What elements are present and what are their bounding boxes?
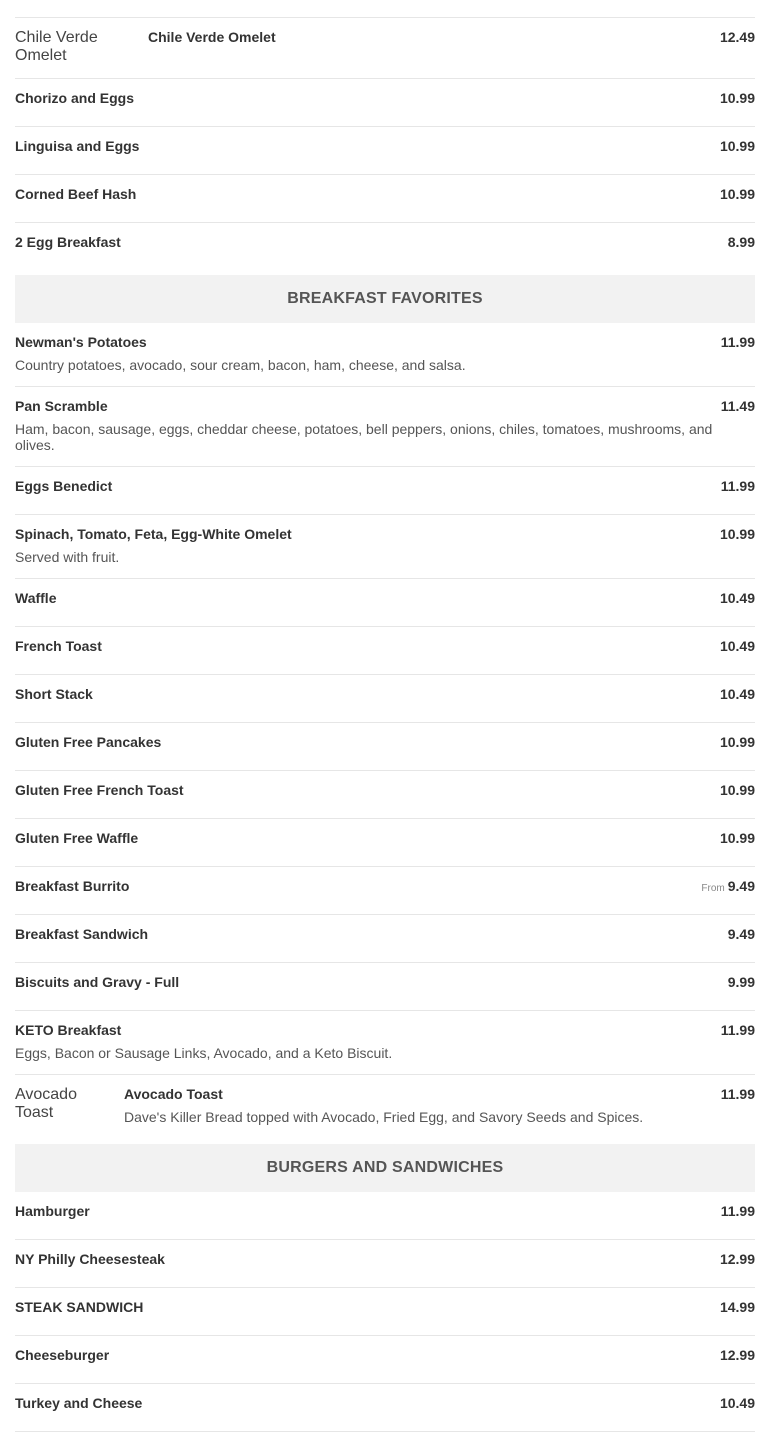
item-name[interactable]: Turkey and Cheese <box>15 1395 143 1411</box>
menu-item[interactable] <box>15 387 755 467</box>
item-price: 10.99 <box>719 782 755 798</box>
item-name[interactable]: Gluten Free French Toast <box>15 782 184 798</box>
menu-item[interactable] <box>15 1011 755 1075</box>
menu-item[interactable] <box>15 771 755 819</box>
item-name[interactable]: Breakfast Burrito <box>15 878 130 894</box>
menu-item[interactable] <box>15 1384 755 1432</box>
item-price: 10.99 <box>719 734 755 750</box>
item-price: 11.49 <box>720 398 755 414</box>
item-name[interactable]: Cheeseburger <box>15 1347 110 1363</box>
menu-item[interactable] <box>15 627 755 675</box>
menu-item[interactable] <box>15 1288 755 1336</box>
item-price: 10.99 <box>719 138 755 154</box>
item-image[interactable]: Avocado Toast <box>15 1086 77 1121</box>
item-name[interactable]: Chile Verde Omelet <box>148 29 276 45</box>
item-name[interactable]: Avocado Toast <box>124 1086 223 1102</box>
item-price: 11.99 <box>720 1086 755 1102</box>
menu-item[interactable] <box>15 1075 755 1144</box>
item-price: 12.99 <box>719 1251 755 1267</box>
item-description: Served with fruit. <box>15 549 120 565</box>
item-price: 10.49 <box>719 638 755 654</box>
menu-item[interactable] <box>15 79 755 127</box>
item-name[interactable]: Biscuits and Gravy - Full <box>15 974 180 990</box>
item-price: 10.99 <box>719 526 755 542</box>
menu-item[interactable] <box>15 723 755 771</box>
menu-item[interactable] <box>15 467 755 515</box>
item-price: 11.99 <box>720 334 755 350</box>
item-description: Country potatoes, avocado, sour cream, bacon, ham, cheese, and salsa. <box>15 357 466 373</box>
menu-item[interactable] <box>15 579 755 627</box>
section-header-burgers-and-sandwiches: BURGERS AND SANDWICHES <box>15 1144 755 1192</box>
menu-item[interactable] <box>15 515 755 579</box>
item-name[interactable]: KETO Breakfast <box>15 1022 122 1038</box>
item-name[interactable]: Gluten Free Pancakes <box>15 734 162 750</box>
item-description: Eggs, Bacon or Sausage Links, Avocado, and a Keto Biscuit. <box>15 1045 393 1061</box>
item-name[interactable]: Short Stack <box>15 686 93 702</box>
item-name[interactable]: Eggs Benedict <box>15 478 113 494</box>
item-price: 8.99 <box>727 234 755 250</box>
menu-item[interactable] <box>15 223 755 271</box>
item-name[interactable]: NY Philly Cheesesteak <box>15 1251 165 1267</box>
menu-list <box>15 0 755 1432</box>
menu-item[interactable] <box>15 1192 755 1240</box>
menu-item[interactable] <box>15 819 755 867</box>
menu-item[interactable] <box>15 867 755 915</box>
item-price: 14.99 <box>719 1299 755 1315</box>
item-price: 10.49 <box>719 590 755 606</box>
menu-item[interactable] <box>15 675 755 723</box>
section-header-breakfast-favorites: BREAKFAST FAVORITES <box>15 275 755 323</box>
item-description: Ham, bacon, sausage, eggs, cheddar cheese, potatoes, bell peppers, onions, chiles, tomatoes, mushrooms, and olives. <box>15 421 713 453</box>
item-name[interactable]: Breakfast Sandwich <box>15 926 149 942</box>
menu-item[interactable] <box>15 1240 755 1288</box>
item-price: 12.49 <box>719 29 755 45</box>
menu-item[interactable] <box>15 963 755 1011</box>
item-name[interactable]: Pan Scramble <box>15 398 108 414</box>
menu-item[interactable] <box>15 175 755 223</box>
price-value: 9.49 <box>727 878 755 894</box>
item-price: 10.99 <box>719 830 755 846</box>
item-image[interactable]: Chile Verde Omelet <box>15 29 98 64</box>
item-price: 9.49 <box>727 926 755 942</box>
item-name[interactable]: Linguisa and Eggs <box>15 138 140 154</box>
item-name[interactable]: Chorizo and Eggs <box>15 90 134 106</box>
item-name[interactable]: Gluten Free Waffle <box>15 830 139 846</box>
item-price: 12.99 <box>719 1347 755 1363</box>
item-name[interactable]: STEAK SANDWICH <box>15 1299 144 1315</box>
menu-item[interactable] <box>15 915 755 963</box>
menu-item[interactable] <box>15 1336 755 1384</box>
menu-item[interactable] <box>15 127 755 175</box>
item-name[interactable]: Hamburger <box>15 1203 90 1219</box>
item-price: 10.49 <box>719 1395 755 1411</box>
item-name[interactable]: Spinach, Tomato, Feta, Egg-White Omelet <box>15 526 292 542</box>
item-name[interactable]: Waffle <box>15 590 57 606</box>
menu-item[interactable] <box>15 323 755 387</box>
item-price <box>701 878 755 897</box>
item-price: 11.99 <box>720 1022 755 1038</box>
menu-item[interactable] <box>15 18 755 79</box>
item-price: 10.99 <box>719 186 755 202</box>
item-price: 10.99 <box>719 90 755 106</box>
menu-item-partial[interactable] <box>15 0 755 18</box>
item-name[interactable]: Corned Beef Hash <box>15 186 137 202</box>
price-from-label: From <box>701 883 725 894</box>
item-description: Dave's Killer Bread topped with Avocado, Fried Egg, and Savory Seeds and Spices. <box>124 1109 644 1125</box>
item-name[interactable]: Newman's Potatoes <box>15 334 147 350</box>
item-price: 9.99 <box>727 974 755 990</box>
item-price: 11.99 <box>720 1203 755 1219</box>
item-price: 11.99 <box>720 478 755 494</box>
item-name[interactable]: French Toast <box>15 638 102 654</box>
item-name[interactable]: 2 Egg Breakfast <box>15 234 121 250</box>
item-price: 10.49 <box>719 686 755 702</box>
